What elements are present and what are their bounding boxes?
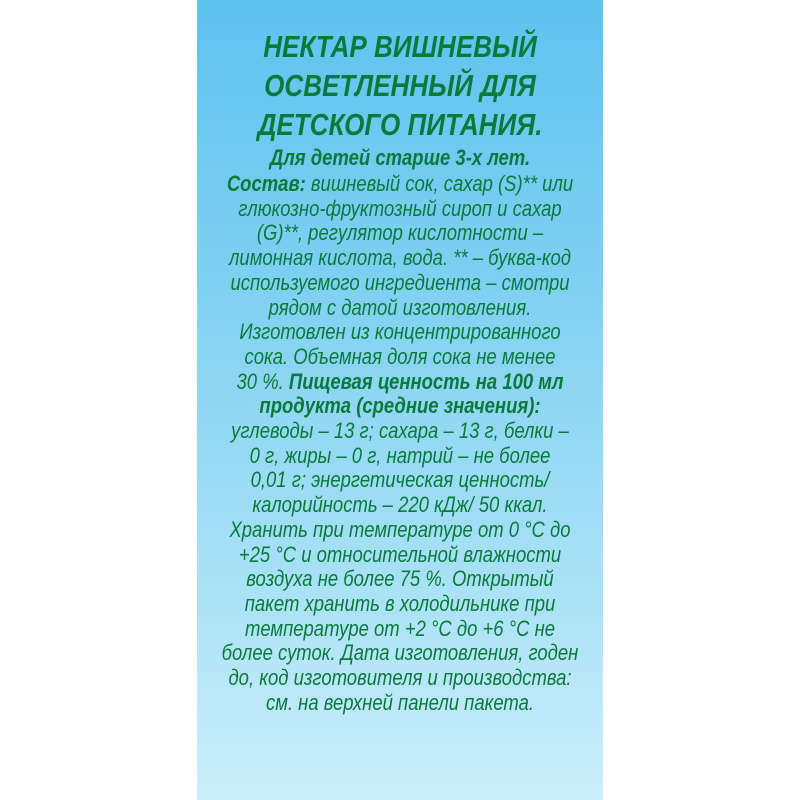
- storage-line-3: воздуха не более 75 %. Открытый: [246, 566, 554, 592]
- composition-line-4: лимонная кислота, вода. ** – буква-код: [228, 245, 571, 271]
- origin-line-3: 30 %.: [236, 368, 289, 394]
- label-text-block: [203, 27, 598, 715]
- storage-line-4: пакет хранить в холодильнике при: [244, 590, 556, 616]
- composition-line-5: используемого ингредиента – смотри: [230, 269, 570, 295]
- title-line-2: ОСВЕТЛЕННЫЙ ДЛЯ: [264, 68, 536, 103]
- origin-line-1: Изготовлен из концентрированного: [239, 319, 561, 345]
- composition-section: [203, 172, 598, 715]
- composition-heading: Состав:: [226, 171, 306, 196]
- title-line-3: ДЕТСКОГО ПИТАНИЯ.: [257, 107, 543, 142]
- storage-line-8: см. на верхней панели пакета.: [265, 689, 534, 715]
- composition-line-6: рядом с датой изготовления.: [268, 294, 532, 320]
- product-title: [203, 27, 598, 144]
- storage-line-7: до, код изготовителя и производства:: [228, 665, 572, 691]
- storage-line-2: +25 °С и относительной влажности: [238, 541, 562, 567]
- title-line-1: НЕКТАР ВИШНЕВЫЙ: [263, 29, 537, 64]
- origin-line-2: сока. Объемная доля сока не менее: [244, 343, 556, 369]
- storage-line-5: температуре от +2 °С до +6 °С не: [244, 615, 556, 641]
- product-label-panel: [197, 0, 603, 800]
- nutrition-line-1: углеводы – 13 г; сахара – 13 г, белки –: [231, 418, 569, 444]
- composition-line-3: (G)**, регулятор кислотности –: [256, 220, 544, 246]
- nutrition-heading-part-2: продукта (средние значения):: [259, 393, 541, 419]
- composition-line-1: вишневый сок, сахар (S)** или: [305, 171, 574, 196]
- storage-line-1: Хранить при температуре от 0 °С до: [229, 516, 571, 542]
- nutrition-heading-part-1: Пищевая ценность на 100 мл: [288, 368, 564, 394]
- nutrition-line-4: калорийность – 220 кДж/ 50 ккал.: [252, 492, 548, 518]
- age-note: Для детей старше 3-х лет.: [269, 145, 531, 170]
- storage-line-6: более суток. Дата изготовления, годен: [221, 640, 579, 666]
- nutrition-line-3: 0,01 г; энергетическая ценность/: [250, 467, 550, 493]
- nutrition-line-2: 0 г, жиры – 0 г, натрий – не более: [249, 442, 551, 468]
- composition-line-2: глюкозно-фруктозный сироп и сахар: [238, 195, 562, 221]
